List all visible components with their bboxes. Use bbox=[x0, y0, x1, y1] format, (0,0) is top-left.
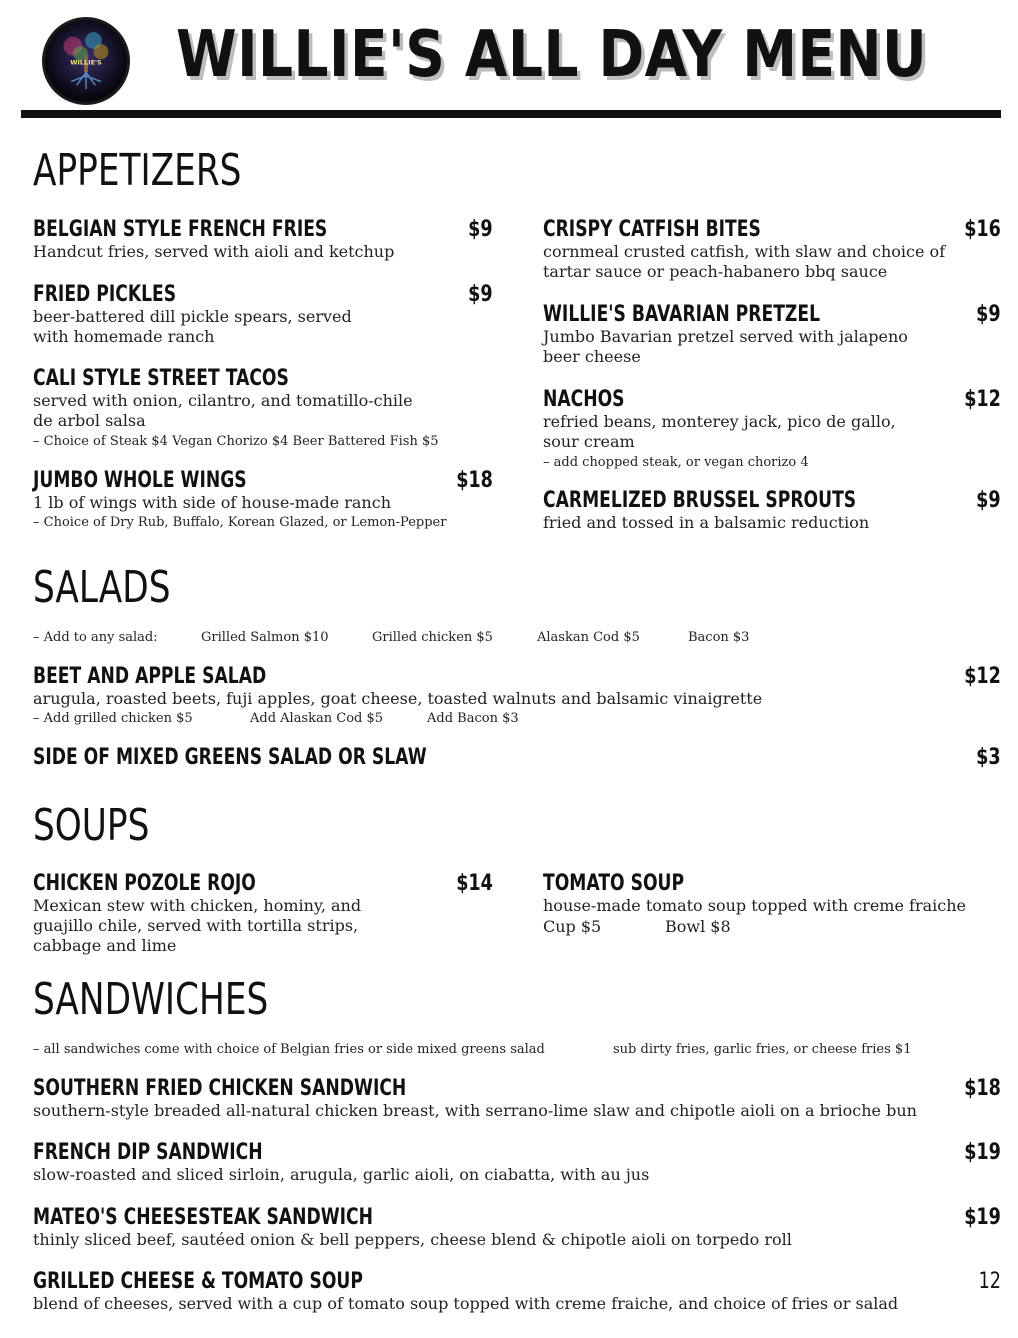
soup-size-cup: Cup $5 bbox=[543, 917, 602, 936]
menu-item-nachos bbox=[543, 387, 1001, 477]
menu-item-bavarian-pretzel bbox=[543, 302, 1001, 372]
item-price: $18 bbox=[964, 1076, 1001, 1101]
salad-addon-bacon: Bacon $3 bbox=[688, 630, 750, 645]
sandwich-sub-note: sub dirty fries, garlic fries, or cheese fries $1 bbox=[613, 1042, 912, 1057]
item-name: CARMELIZED BRUSSEL SPROUTS bbox=[543, 488, 857, 513]
section-title-sandwiches: SANDWICHES bbox=[33, 974, 269, 1025]
item-addon-chicken: – Add grilled chicken $5 bbox=[33, 711, 193, 726]
section-title-soups: SOUPS bbox=[33, 800, 150, 851]
item-price: 12 bbox=[978, 1269, 1001, 1294]
menu-item-french-dip bbox=[33, 1140, 1001, 1190]
item-description: cornmeal crusted catfish, with slaw and choice of tartar sauce or peach-habanero bbq sauce bbox=[543, 242, 946, 281]
menu-item-pozole bbox=[33, 871, 493, 955]
item-price: $16 bbox=[964, 217, 1001, 242]
menu-item-side-greens bbox=[33, 745, 1001, 775]
item-name: BEET AND APPLE SALAD bbox=[33, 664, 267, 689]
item-name: FRENCH DIP SANDWICH bbox=[33, 1140, 263, 1165]
item-name: FRIED PICKLES bbox=[33, 282, 177, 307]
section-title-salads: SALADS bbox=[33, 562, 171, 613]
menu-item-jumbo-wings bbox=[33, 468, 493, 538]
item-price: $9 bbox=[976, 302, 1001, 327]
salad-addon-chicken: Grilled chicken $5 bbox=[372, 630, 493, 645]
menu-item-tomato-soup bbox=[543, 871, 1001, 941]
item-description: served with onion, cilantro, and tomatillo-chile de arbol salsa bbox=[33, 391, 413, 430]
item-description: fried and tossed in a balsamic reduction bbox=[543, 513, 870, 532]
item-name: CALI STYLE STREET TACOS bbox=[33, 366, 289, 391]
item-name: TOMATO SOUP bbox=[543, 871, 685, 896]
item-price: $12 bbox=[964, 387, 1001, 412]
item-price: $3 bbox=[976, 745, 1001, 770]
item-price: $9 bbox=[468, 282, 493, 307]
menu-title: WILLIE'S ALL DAY MENU bbox=[176, 18, 928, 92]
menu-item-fried-pickles bbox=[33, 282, 493, 352]
item-name: MATEO'S CHEESESTEAK SANDWICH bbox=[33, 1205, 373, 1230]
item-name: JUMBO WHOLE WINGS bbox=[33, 468, 247, 493]
item-description: blend of cheeses, served with a cup of tomato soup topped with creme fraiche, and choice of fries or salad bbox=[33, 1294, 899, 1313]
item-description: southern-style breaded all-natural chicken breast, with serrano-lime slaw and chipotle aioli on a brioche bun bbox=[33, 1101, 917, 1120]
item-options: – add chopped steak, or vegan chorizo 4 bbox=[543, 455, 809, 470]
item-addon-bacon: Add Bacon $3 bbox=[427, 711, 519, 726]
item-description: refried beans, monterey jack, pico de gallo, sour cream bbox=[543, 412, 896, 451]
menu-item-beet-apple-salad bbox=[33, 664, 1001, 734]
item-description: Handcut fries, served with aioli and ketchup bbox=[33, 242, 395, 261]
item-description: house-made tomato soup topped with creme fraiche bbox=[543, 896, 966, 915]
item-name: GRILLED CHEESE & TOMATO SOUP bbox=[33, 1269, 363, 1294]
item-description: thinly sliced beef, sautéed onion & bell peppers, cheese blend & chipotle aioli on torpedo roll bbox=[33, 1230, 792, 1249]
item-description: beer-battered dill pickle spears, served with homemade ranch bbox=[33, 307, 352, 346]
item-name: CHICKEN POZOLE ROJO bbox=[33, 871, 256, 896]
willies-logo bbox=[42, 17, 130, 105]
item-name: BELGIAN STYLE FRENCH FRIES bbox=[33, 217, 328, 242]
item-price: $12 bbox=[964, 664, 1001, 689]
menu-item-catfish-bites bbox=[543, 217, 1001, 287]
sandwich-side-note: – all sandwiches come with choice of Belgian fries or side mixed greens salad bbox=[33, 1042, 545, 1057]
item-name: SIDE OF MIXED GREENS SALAD OR SLAW bbox=[33, 745, 427, 770]
item-addon-cod: Add Alaskan Cod $5 bbox=[250, 711, 384, 726]
item-price: $9 bbox=[468, 217, 493, 242]
item-price: $18 bbox=[456, 468, 493, 493]
item-price: $14 bbox=[456, 871, 493, 896]
item-price: $19 bbox=[964, 1205, 1001, 1230]
item-options: – Choice of Dry Rub, Buffalo, Korean Glazed, or Lemon-Pepper bbox=[33, 515, 447, 530]
salad-addon-salmon: Grilled Salmon $10 bbox=[201, 630, 329, 645]
item-name: SOUTHERN FRIED CHICKEN SANDWICH bbox=[33, 1076, 407, 1101]
soup-size-bowl: Bowl $8 bbox=[665, 917, 731, 936]
item-name: WILLIE'S BAVARIAN PRETZEL bbox=[543, 302, 821, 327]
header-divider bbox=[21, 110, 1001, 118]
svg-text:WILLIE'S: WILLIE'S bbox=[70, 58, 102, 67]
item-options: – Choice of Steak $4 Vegan Chorizo $4 Beer Battered Fish $5 bbox=[33, 434, 439, 449]
item-description: Jumbo Bavarian pretzel served with jalapeno beer cheese bbox=[543, 327, 908, 366]
item-description: slow-roasted and sliced sirloin, arugula, garlic aioli, on ciabatta, with au jus bbox=[33, 1165, 650, 1184]
salad-addon-label: – Add to any salad: bbox=[33, 630, 158, 645]
item-description: 1 lb of wings with side of house-made ranch bbox=[33, 493, 391, 512]
menu-item-street-tacos bbox=[33, 366, 493, 456]
item-name: NACHOS bbox=[543, 387, 625, 412]
item-name: CRISPY CATFISH BITES bbox=[543, 217, 761, 242]
menu-item-fried-chicken-sandwich bbox=[33, 1076, 1001, 1126]
section-title-appetizers: APPETIZERS bbox=[33, 145, 242, 196]
salad-addon-cod: Alaskan Cod $5 bbox=[537, 630, 640, 645]
menu-item-belgian-fries bbox=[33, 217, 493, 267]
item-description: Mexican stew with chicken, hominy, and guajillo chile, served with tortilla strips, cabbage and lime bbox=[33, 896, 362, 955]
menu-header bbox=[0, 0, 1018, 122]
menu-item-cheesesteak bbox=[33, 1205, 1001, 1255]
item-price: $19 bbox=[964, 1140, 1001, 1165]
menu-item-brussel-sprouts bbox=[543, 488, 1001, 538]
item-price: $9 bbox=[976, 488, 1001, 513]
tree-logo-icon bbox=[45, 20, 127, 102]
menu-item-grilled-cheese bbox=[33, 1269, 1001, 1319]
item-description: arugula, roasted beets, fuji apples, goat cheese, toasted walnuts and balsamic vinaigrette bbox=[33, 689, 763, 708]
